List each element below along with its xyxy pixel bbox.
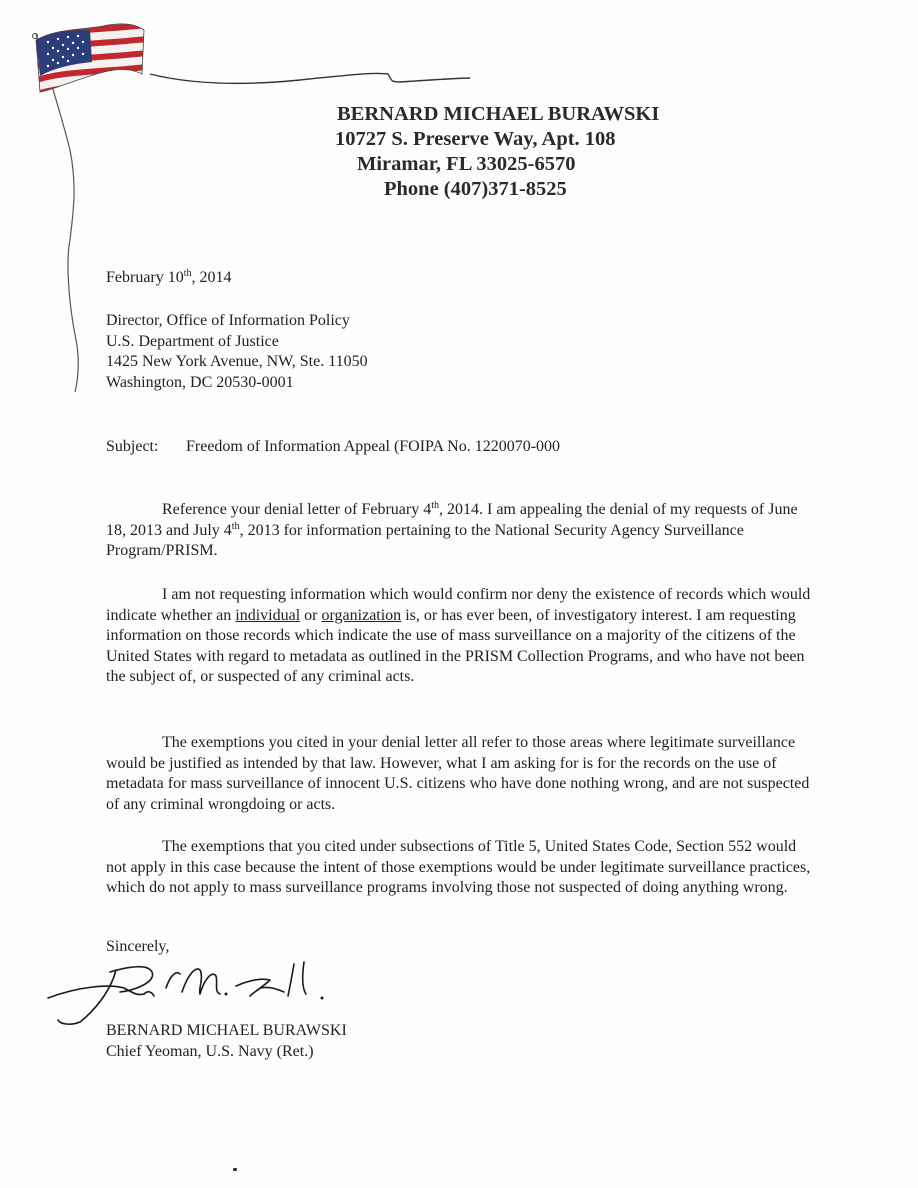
recipient-line: 1425 New York Avenue, NW, Ste. 11050: [106, 353, 368, 370]
body-paragraph-2: I am not requesting information which would confirm nor deny the existence of records which would indicate whether an individual or organization is, or has ever been, of investigatory interest. I am requesting information on those records which indicate the use of mass surveillance on a majority of the citizens of the United States with regard to metadata as outlined in the PRISM Collection Programs, and who have not been the subject of, or suspected of any criminal acts.: [106, 586, 811, 685]
handwritten-signature: [40, 950, 340, 1030]
body-paragraph-3: The exemptions you cited in your denial letter all refer to those areas where legitimate surveillance would be justified as intended by that law. However, what I am asking for is for the records on the use of metadata for mass surveillance of innocent U.S. citizens who have done nothing wrong, and are not suspected of any criminal wrongdoing or acts.: [106, 734, 810, 813]
signer-block: [106, 1021, 347, 1062]
signer-name: BERNARD MICHAEL BURAWSKI: [106, 1022, 347, 1039]
recipient-address: [106, 311, 368, 393]
subject-text: Freedom of Information Appeal (FOIPA No. 1220070-000: [186, 438, 561, 455]
letterhead-city: Miramar, FL 33025-6570: [357, 153, 576, 175]
subject-label: Subject:: [106, 438, 159, 455]
letter-date: February 10th, 2014: [106, 268, 232, 286]
subject-line: [106, 437, 560, 458]
underlined-individual: individual: [235, 606, 301, 624]
letterhead: [300, 102, 720, 202]
signer-title: Chief Yeoman, U.S. Navy (Ret.): [106, 1042, 314, 1060]
american-flag-icon: [28, 18, 148, 98]
recipient-line: Director, Office of Information Policy: [106, 312, 350, 329]
closing: Sincerely,: [106, 938, 170, 955]
letterhead-street: 10727 S. Preserve Way, Apt. 108: [335, 128, 616, 150]
body-paragraph-4: The exemptions that you cited under subsections of Title 5, United States Code, Section 552 would not apply in this case because the intent of those exemptions would be under legitimate surveillance practices, which do not apply to mass surveillance programs involving those not suspected of doing anything wrong.: [106, 838, 811, 896]
recipient-line: Washington, DC 20530-0001: [106, 373, 294, 391]
letterhead-name: BERNARD MICHAEL BURAWSKI: [337, 103, 660, 125]
scan-speck: [233, 1168, 237, 1171]
underlined-organization: organization: [321, 606, 402, 624]
body-paragraph-1: Reference your denial letter of February 4th, 2014. I am appealing the denial of my requests of June 18, 2013 and July 4th, 2013 for information pertaining to the National Security Agency Surveillance Program/PRISM.: [106, 500, 798, 559]
letterhead-phone: Phone (407)371-8525: [384, 178, 567, 200]
recipient-line: U.S. Department of Justice: [106, 332, 279, 350]
